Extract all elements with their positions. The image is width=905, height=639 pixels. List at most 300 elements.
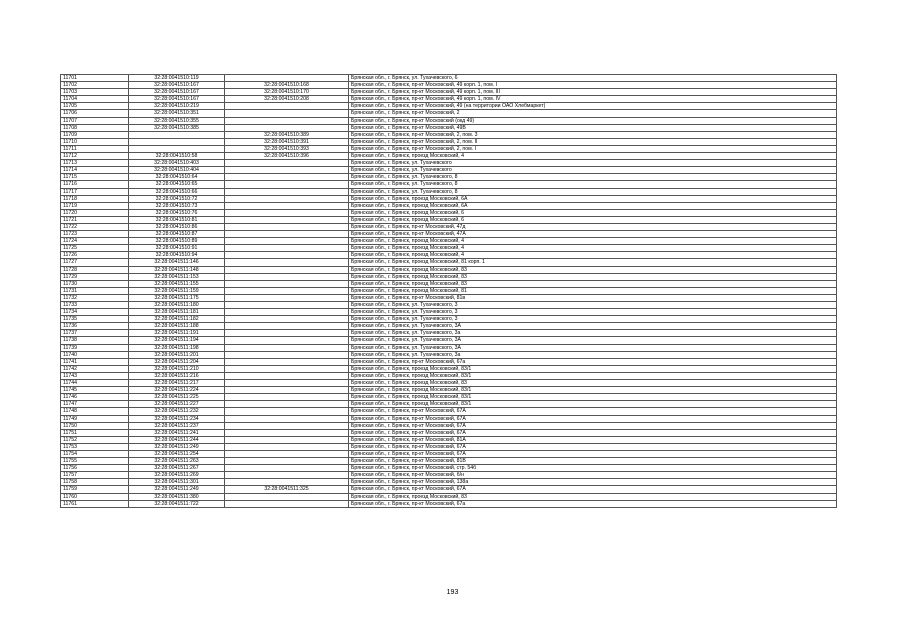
cadastral-number-cell: 32:28:0041511:263 xyxy=(129,458,225,465)
address-cell: Брянская обл., г. Брянск, пр-кт Московский, 67А xyxy=(349,429,837,436)
row-number-cell: 11703 xyxy=(61,89,129,96)
address-cell: Брянская обл., г. Брянск, пр-кт Московский, 49 корп. 1, пом. I xyxy=(349,82,837,89)
cadastral-number-cell xyxy=(129,131,225,138)
row-number-cell: 11719 xyxy=(61,202,129,209)
address-cell: Брянская обл., г. Брянск, пр-кт Московский, 67а xyxy=(349,500,837,507)
table-row xyxy=(61,302,837,309)
object-cadastral-number-cell xyxy=(225,479,349,486)
table-row xyxy=(61,337,837,344)
cadastral-number-cell: 32:28:0041510:65 xyxy=(129,181,225,188)
row-number-cell: 11734 xyxy=(61,309,129,316)
registry-table xyxy=(60,74,837,508)
cadastral-number-cell: 32:28:0041510:73 xyxy=(129,202,225,209)
cadastral-number-cell: 32:28:0041511:232 xyxy=(129,408,225,415)
address-cell: Брянская обл., г. Брянск, пр-кт Московский, 81А xyxy=(349,436,837,443)
cadastral-number-cell: 32:28:0041511:204 xyxy=(129,358,225,365)
address-cell: Брянская обл., г. Брянск, проезд Московский, 81 xyxy=(349,287,837,294)
cadastral-number-cell: 32:28:0041511:254 xyxy=(129,450,225,457)
row-number-cell: 11712 xyxy=(61,153,129,160)
row-number-cell: 11758 xyxy=(61,479,129,486)
row-number-cell: 11743 xyxy=(61,372,129,379)
address-cell: Брянская обл., г. Брянск, проезд Московский, 6А xyxy=(349,195,837,202)
cadastral-number-cell: 32:28:0041511:216 xyxy=(129,372,225,379)
table-row xyxy=(61,223,837,230)
table-row xyxy=(61,472,837,479)
address-cell: Брянская обл., г. Брянск, пр-кт Московский, 67А xyxy=(349,450,837,457)
address-cell: Брянская обл., г. Брянск, пр-кт Московский, 2, пом. II xyxy=(349,138,837,145)
registry-body xyxy=(61,75,837,508)
object-cadastral-number-cell xyxy=(225,358,349,365)
object-cadastral-number-cell xyxy=(225,273,349,280)
address-cell: Брянская обл., г. Брянск, ул. Тухачевского, 8 xyxy=(349,181,837,188)
object-cadastral-number-cell xyxy=(225,316,349,323)
table-row xyxy=(61,429,837,436)
table-row xyxy=(61,486,837,493)
object-cadastral-number-cell xyxy=(225,401,349,408)
object-cadastral-number-cell xyxy=(225,103,349,110)
object-cadastral-number-cell xyxy=(225,160,349,167)
cadastral-number-cell: 32:28:0041511:188 xyxy=(129,323,225,330)
cadastral-number-cell: 32:28:0041511:224 xyxy=(129,387,225,394)
address-cell: Брянская обл., г. Брянск, ул. Тухачевского, 3А xyxy=(349,337,837,344)
object-cadastral-number-cell xyxy=(225,280,349,287)
table-row xyxy=(61,131,837,138)
address-cell: Брянская обл., г. Брянск, ул. Тухачевского, 3а xyxy=(349,351,837,358)
address-cell: Брянская обл., г. Брянск, пр-кт Московский, 49 корп. 1, пом. IV xyxy=(349,96,837,103)
table-row xyxy=(61,401,837,408)
table-row xyxy=(61,415,837,422)
row-number-cell: 11752 xyxy=(61,436,129,443)
row-number-cell: 11744 xyxy=(61,380,129,387)
object-cadastral-number-cell xyxy=(225,394,349,401)
row-number-cell: 11701 xyxy=(61,75,129,82)
table-row xyxy=(61,443,837,450)
table-row xyxy=(61,372,837,379)
cadastral-number-cell: 32:28:0041511:267 xyxy=(129,465,225,472)
row-number-cell: 11738 xyxy=(61,337,129,344)
object-cadastral-number-cell xyxy=(225,167,349,174)
address-cell: Брянская обл., г. Брянск, пр-кт Московский, 67А xyxy=(349,486,837,493)
object-cadastral-number-cell xyxy=(225,372,349,379)
object-cadastral-number-cell xyxy=(225,302,349,309)
cadastral-number-cell: 32:28:0041511:201 xyxy=(129,351,225,358)
object-cadastral-number-cell: 32:28:0041510:389 xyxy=(225,131,349,138)
row-number-cell: 11760 xyxy=(61,493,129,500)
cadastral-number-cell: 32:28:0041510:403 xyxy=(129,160,225,167)
object-cadastral-number-cell xyxy=(225,252,349,259)
row-number-cell: 11715 xyxy=(61,174,129,181)
address-cell: Брянская обл., г. Брянск, пр-кт Московский, 49 корп. 1, пом. III xyxy=(349,89,837,96)
row-number-cell: 11733 xyxy=(61,302,129,309)
address-cell: Брянская обл., г. Брянск, проезд Московский, 83 xyxy=(349,266,837,273)
cadastral-number-cell: 32:28:0041511:227 xyxy=(129,401,225,408)
cadastral-number-cell: 32:28:0041511:244 xyxy=(129,436,225,443)
address-cell: Брянская обл., г. Брянск, проезд Московский, 6А xyxy=(349,202,837,209)
row-number-cell: 11721 xyxy=(61,216,129,223)
row-number-cell: 11704 xyxy=(61,96,129,103)
address-cell: Брянская обл., г. Брянск, пр-кт Московский, 2, пом. 3 xyxy=(349,131,837,138)
object-cadastral-number-cell: 32:28:0041510:208 xyxy=(225,96,349,103)
cadastral-number-cell: 32:28:0041511:146 xyxy=(129,259,225,266)
row-number-cell: 11739 xyxy=(61,344,129,351)
cadastral-number-cell: 32:28:0041511:153 xyxy=(129,273,225,280)
row-number-cell: 11707 xyxy=(61,117,129,124)
object-cadastral-number-cell: 32:28:0041510:393 xyxy=(225,145,349,152)
cadastral-number-cell: 32:28:0041510:351 xyxy=(129,110,225,117)
cadastral-number-cell: 32:28:0041510:119 xyxy=(129,75,225,82)
address-cell: Брянская обл., г. Брянск, ул. Тухачевского, 8 xyxy=(349,188,837,195)
address-cell: Брянская обл., г. Брянск, проезд Московский, 83 xyxy=(349,493,837,500)
address-cell: Брянская обл., г. Брянск, пр-кт Московский, 67а xyxy=(349,358,837,365)
object-cadastral-number-cell xyxy=(225,387,349,394)
table-row xyxy=(61,344,837,351)
cadastral-number-cell: 32:28:0041510:87 xyxy=(129,231,225,238)
row-number-cell: 11720 xyxy=(61,209,129,216)
object-cadastral-number-cell xyxy=(225,450,349,457)
address-cell: Брянская обл., г. Брянск, ул. Тухачевского, 3 xyxy=(349,302,837,309)
address-cell: Брянская обл., г. Брянск, ул. Тухачевского, 6 xyxy=(349,75,837,82)
object-cadastral-number-cell xyxy=(225,117,349,124)
table-row xyxy=(61,138,837,145)
row-number-cell: 11759 xyxy=(61,486,129,493)
address-cell: Брянская обл., г. Брянск, проезд Московский, 4 xyxy=(349,252,837,259)
table-row xyxy=(61,117,837,124)
object-cadastral-number-cell xyxy=(225,124,349,131)
object-cadastral-number-cell xyxy=(225,216,349,223)
address-cell: Брянская обл., г. Брянск, ул. Тухачевского xyxy=(349,160,837,167)
object-cadastral-number-cell xyxy=(225,429,349,436)
cadastral-number-cell: 32:28:0041511:249 xyxy=(129,486,225,493)
table-row xyxy=(61,181,837,188)
object-cadastral-number-cell xyxy=(225,259,349,266)
address-cell: Брянская обл., г. Брянск, проезд Московский, 83/1 xyxy=(349,394,837,401)
address-cell: Брянская обл., г. Брянск, проезд Московский, 4 xyxy=(349,245,837,252)
object-cadastral-number-cell xyxy=(225,209,349,216)
object-cadastral-number-cell xyxy=(225,351,349,358)
address-cell: Брянская обл., г. Брянск, пр-кт Московский, 47д xyxy=(349,223,837,230)
cadastral-number-cell: 32:28:0041511:234 xyxy=(129,415,225,422)
table-row xyxy=(61,160,837,167)
row-number-cell: 11728 xyxy=(61,266,129,273)
address-cell: Брянская обл., г. Брянск, проезд Московский, 4 xyxy=(349,238,837,245)
cadastral-number-cell: 32:28:0041511:181 xyxy=(129,309,225,316)
cadastral-number-cell: 32:28:0041510:404 xyxy=(129,167,225,174)
cadastral-number-cell: 32:28:0041511:155 xyxy=(129,280,225,287)
cadastral-number-cell: 32:28:0041511:241 xyxy=(129,429,225,436)
address-cell: Брянская обл., г. Брянск, пр-кт Московский, 81в xyxy=(349,294,837,301)
row-number-cell: 11736 xyxy=(61,323,129,330)
row-number-cell: 11731 xyxy=(61,287,129,294)
table-row xyxy=(61,500,837,507)
object-cadastral-number-cell xyxy=(225,458,349,465)
table-row xyxy=(61,167,837,174)
object-cadastral-number-cell xyxy=(225,223,349,230)
address-cell: Брянская обл., г. Брянск, проезд Московский, 83/1 xyxy=(349,387,837,394)
cadastral-number-cell: 32:28:0041510:167 xyxy=(129,82,225,89)
table-row xyxy=(61,231,837,238)
table-row xyxy=(61,145,837,152)
table-row xyxy=(61,245,837,252)
cadastral-number-cell: 32:28:0041511:380 xyxy=(129,493,225,500)
address-cell: Брянская обл., г. Брянск, проезд Московский, 81 корп. 1 xyxy=(349,259,837,266)
row-number-cell: 11748 xyxy=(61,408,129,415)
address-cell: Брянская обл., г. Брянск, проезд Московский, 4 xyxy=(349,153,837,160)
cadastral-number-cell: 32:28:0041510:355 xyxy=(129,117,225,124)
row-number-cell: 11708 xyxy=(61,124,129,131)
cadastral-number-cell xyxy=(129,138,225,145)
address-cell: Брянская обл., г. Брянск, ул. Тухачевского, 3 xyxy=(349,309,837,316)
cadastral-number-cell: 32:28:0041510:66 xyxy=(129,188,225,195)
row-number-cell: 11709 xyxy=(61,131,129,138)
object-cadastral-number-cell xyxy=(225,181,349,188)
table-row xyxy=(61,202,837,209)
row-number-cell: 11730 xyxy=(61,280,129,287)
address-cell: Брянская обл., г. Брянск, пр-кт Московский, 2 xyxy=(349,110,837,117)
row-number-cell: 11705 xyxy=(61,103,129,110)
table-row xyxy=(61,153,837,160)
object-cadastral-number-cell xyxy=(225,380,349,387)
row-number-cell: 11754 xyxy=(61,450,129,457)
cadastral-number-cell: 32:28:0041511:175 xyxy=(129,294,225,301)
object-cadastral-number-cell xyxy=(225,75,349,82)
address-cell: Брянская обл., г. Брянск, проезд Московский, 83 xyxy=(349,280,837,287)
cadastral-number-cell: 32:28:0041510:81 xyxy=(129,216,225,223)
address-cell: Брянская обл., г. Брянск, ул. Тухачевского, 3а xyxy=(349,330,837,337)
row-number-cell: 11757 xyxy=(61,472,129,479)
table-row xyxy=(61,316,837,323)
cadastral-number-cell: 32:28:0041510:385 xyxy=(129,124,225,131)
cadastral-number-cell: 32:28:0041511:225 xyxy=(129,394,225,401)
object-cadastral-number-cell xyxy=(225,294,349,301)
object-cadastral-number-cell xyxy=(225,365,349,372)
object-cadastral-number-cell xyxy=(225,174,349,181)
cadastral-number-cell: 32:28:0041510:72 xyxy=(129,195,225,202)
address-cell: Брянская обл., г. Брянск, пр-кт Московский, 49 (на территории ОАО Хлебмаркет) xyxy=(349,103,837,110)
row-number-cell: 11741 xyxy=(61,358,129,365)
row-number-cell: 11724 xyxy=(61,238,129,245)
object-cadastral-number-cell: 32:28:0041510:170 xyxy=(225,89,349,96)
object-cadastral-number-cell xyxy=(225,344,349,351)
cadastral-number-cell: 32:28:0041511:249 xyxy=(129,443,225,450)
object-cadastral-number-cell xyxy=(225,266,349,273)
address-cell: Брянская обл., г. Брянск, проезд Московский, 83/1 xyxy=(349,365,837,372)
address-cell: Брянская обл., г. Брянск, пр-кт Московский, б/н xyxy=(349,472,837,479)
cadastral-number-cell: 32:28:0041510:64 xyxy=(129,174,225,181)
address-cell: Брянская обл., г. Брянск, пр-кт Московский, 2, пом. I xyxy=(349,145,837,152)
cadastral-number-cell: 32:28:0041510:89 xyxy=(129,238,225,245)
object-cadastral-number-cell xyxy=(225,493,349,500)
table-row xyxy=(61,266,837,273)
table-row xyxy=(61,450,837,457)
object-cadastral-number-cell xyxy=(225,202,349,209)
table-row xyxy=(61,323,837,330)
table-row xyxy=(61,174,837,181)
address-cell: Брянская обл., г. Брянск, проезд Московский, 6 xyxy=(349,216,837,223)
object-cadastral-number-cell xyxy=(225,337,349,344)
address-cell: Брянская обл., г. Брянск, пр-кт Московский, 67А xyxy=(349,415,837,422)
cadastral-number-cell: 32:28:0041511:182 xyxy=(129,316,225,323)
cadastral-number-cell: 32:28:0041511:301 xyxy=(129,479,225,486)
table-row xyxy=(61,287,837,294)
row-number-cell: 11722 xyxy=(61,223,129,230)
object-cadastral-number-cell xyxy=(225,309,349,316)
table-row xyxy=(61,394,837,401)
table-row xyxy=(61,103,837,110)
table-row xyxy=(61,330,837,337)
row-number-cell: 11729 xyxy=(61,273,129,280)
table-row xyxy=(61,273,837,280)
object-cadastral-number-cell xyxy=(225,422,349,429)
object-cadastral-number-cell: 32:28:0041510:396 xyxy=(225,153,349,160)
cadastral-number-cell: 32:28:0041510:167 xyxy=(129,96,225,103)
cadastral-number-cell xyxy=(129,145,225,152)
table-row xyxy=(61,465,837,472)
cadastral-number-cell: 32:28:0041510:167 xyxy=(129,89,225,96)
row-number-cell: 11713 xyxy=(61,160,129,167)
address-cell: Брянская обл., г. Брянск, проезд Московский, 6 xyxy=(349,209,837,216)
address-cell: Брянская обл., г. Брянск, пр-кт Московский, 67А xyxy=(349,422,837,429)
cadastral-number-cell: 32:28:0041511:159 xyxy=(129,287,225,294)
table-row xyxy=(61,216,837,223)
address-cell: Брянская обл., г. Брянск, пр-кт Московский, 47А xyxy=(349,231,837,238)
cadastral-number-cell: 32:28:0041511:237 xyxy=(129,422,225,429)
row-number-cell: 11751 xyxy=(61,429,129,436)
table-row xyxy=(61,259,837,266)
cadastral-number-cell: 32:28:0041510:219 xyxy=(129,103,225,110)
row-number-cell: 11742 xyxy=(61,365,129,372)
cadastral-number-cell: 32:28:0041511:148 xyxy=(129,266,225,273)
address-cell: Брянская обл., г. Брянск, проезд Московский, 83/1 xyxy=(349,372,837,379)
address-cell: Брянская обл., г. Брянск, ул. Тухачевского xyxy=(349,167,837,174)
table-row xyxy=(61,124,837,131)
object-cadastral-number-cell xyxy=(225,287,349,294)
table-row xyxy=(61,75,837,82)
row-number-cell: 11706 xyxy=(61,110,129,117)
cadastral-number-cell: 32:28:0041510:58 xyxy=(129,153,225,160)
cadastral-number-cell: 32:28:0041511:269 xyxy=(129,472,225,479)
object-cadastral-number-cell xyxy=(225,323,349,330)
table-row xyxy=(61,458,837,465)
object-cadastral-number-cell xyxy=(225,500,349,507)
address-cell: Брянская обл., г. Брянск, ул. Тухачевского, 3А xyxy=(349,344,837,351)
table-row xyxy=(61,96,837,103)
row-number-cell: 11745 xyxy=(61,387,129,394)
table-row xyxy=(61,408,837,415)
table-row xyxy=(61,351,837,358)
table-row xyxy=(61,280,837,287)
address-cell: Брянская обл., г. Брянск, пр-кт Московский, 138а xyxy=(349,479,837,486)
row-number-cell: 11725 xyxy=(61,245,129,252)
object-cadastral-number-cell xyxy=(225,443,349,450)
cadastral-number-cell: 32:28:0041510:86 xyxy=(129,223,225,230)
table-row xyxy=(61,422,837,429)
row-number-cell: 11732 xyxy=(61,294,129,301)
row-number-cell: 11737 xyxy=(61,330,129,337)
object-cadastral-number-cell xyxy=(225,472,349,479)
object-cadastral-number-cell xyxy=(225,188,349,195)
object-cadastral-number-cell xyxy=(225,436,349,443)
table-row xyxy=(61,188,837,195)
table-row xyxy=(61,358,837,365)
cadastral-number-cell: 32:28:0041511:217 xyxy=(129,380,225,387)
object-cadastral-number-cell: 32:28:0041511:325 xyxy=(225,486,349,493)
cadastral-number-cell: 32:28:0041511:210 xyxy=(129,365,225,372)
cadastral-number-cell: 32:28:0041511:180 xyxy=(129,302,225,309)
object-cadastral-number-cell xyxy=(225,110,349,117)
row-number-cell: 11714 xyxy=(61,167,129,174)
page-number: 193 xyxy=(446,589,459,596)
row-number-cell: 11740 xyxy=(61,351,129,358)
table-row xyxy=(61,387,837,394)
object-cadastral-number-cell xyxy=(225,195,349,202)
address-cell: Брянская обл., г. Брянск, пр-кт Московский, 49В xyxy=(349,124,837,131)
table-row xyxy=(61,309,837,316)
address-cell: Брянская обл., г. Брянск, пр-кт Московский, 67А xyxy=(349,443,837,450)
row-number-cell: 11723 xyxy=(61,231,129,238)
row-number-cell: 11726 xyxy=(61,252,129,259)
object-cadastral-number-cell xyxy=(225,245,349,252)
table-row xyxy=(61,252,837,259)
table-row xyxy=(61,195,837,202)
table-row xyxy=(61,209,837,216)
row-number-cell: 11755 xyxy=(61,458,129,465)
table-row xyxy=(61,380,837,387)
row-number-cell: 11756 xyxy=(61,465,129,472)
address-cell: Брянская обл., г. Брянск, ул. Тухачевского, 3А xyxy=(349,323,837,330)
row-number-cell: 11727 xyxy=(61,259,129,266)
table-row xyxy=(61,479,837,486)
row-number-cell: 11749 xyxy=(61,415,129,422)
table-row xyxy=(61,294,837,301)
object-cadastral-number-cell xyxy=(225,408,349,415)
object-cadastral-number-cell xyxy=(225,238,349,245)
address-cell: Брянская обл., г. Брянск, проезд Московский, 83 xyxy=(349,380,837,387)
cadastral-number-cell: 32:28:0041511:722 xyxy=(129,500,225,507)
row-number-cell: 11746 xyxy=(61,394,129,401)
table-row xyxy=(61,82,837,89)
cadastral-number-cell: 32:28:0041510:91 xyxy=(129,245,225,252)
row-number-cell: 11710 xyxy=(61,138,129,145)
address-cell: Брянская обл., г. Брянск, проезд Московский, 83 xyxy=(349,273,837,280)
row-number-cell: 11718 xyxy=(61,195,129,202)
object-cadastral-number-cell: 32:28:0041510:168 xyxy=(225,82,349,89)
object-cadastral-number-cell: 32:28:0041510:391 xyxy=(225,138,349,145)
row-number-cell: 11702 xyxy=(61,82,129,89)
address-cell: Брянская обл., г. Брянск, пр-кт Московский, 81В xyxy=(349,458,837,465)
cadastral-number-cell: 32:28:0041511:194 xyxy=(129,337,225,344)
cadastral-number-cell: 32:28:0041511:198 xyxy=(129,344,225,351)
table-row xyxy=(61,89,837,96)
cadastral-number-cell: 32:28:0041511:191 xyxy=(129,330,225,337)
row-number-cell: 11716 xyxy=(61,181,129,188)
row-number-cell: 11711 xyxy=(61,145,129,152)
row-number-cell: 11753 xyxy=(61,443,129,450)
table-row xyxy=(61,493,837,500)
object-cadastral-number-cell xyxy=(225,415,349,422)
address-cell: Брянская обл., г. Брянск, ул. Тухачевского, 8 xyxy=(349,174,837,181)
address-cell: Брянская обл., г. Брянск, пр-кт Московский (окд 49) xyxy=(349,117,837,124)
row-number-cell: 11735 xyxy=(61,316,129,323)
object-cadastral-number-cell xyxy=(225,465,349,472)
row-number-cell: 11750 xyxy=(61,422,129,429)
table-row xyxy=(61,365,837,372)
object-cadastral-number-cell xyxy=(225,330,349,337)
table-row xyxy=(61,238,837,245)
address-cell: Брянская обл., г. Брянск, ул. Тухачевского, 3 xyxy=(349,316,837,323)
address-cell: Брянская обл., г. Брянск, проезд Московский, 83/1 xyxy=(349,401,837,408)
cadastral-number-cell: 32:28:0041510:76 xyxy=(129,209,225,216)
address-cell: Брянская обл., г. Брянск, пр-кт Московский, 67А xyxy=(349,408,837,415)
